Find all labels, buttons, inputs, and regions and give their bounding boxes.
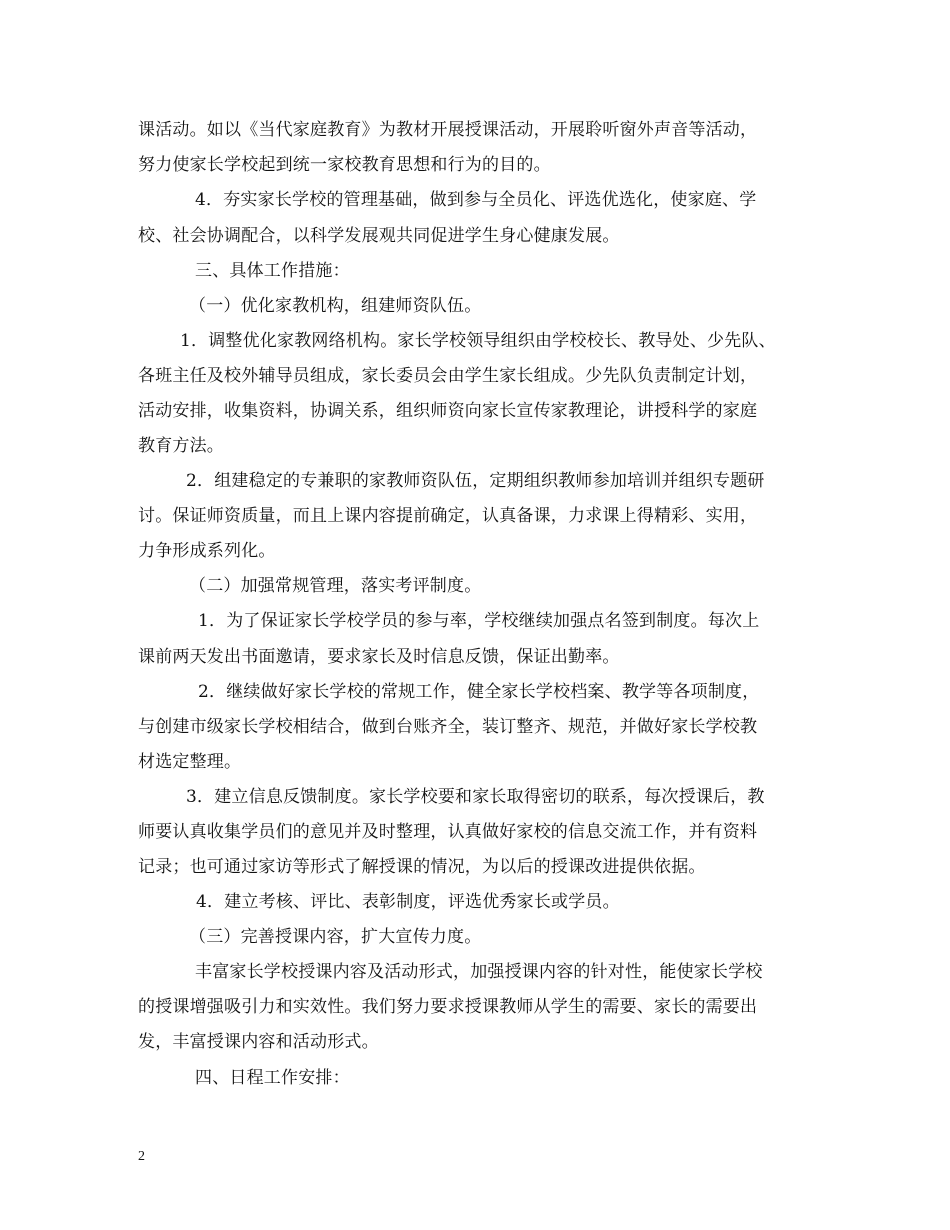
section-heading: 四、日程工作安排： — [195, 1068, 350, 1088]
text-line: 材选定整理。 — [138, 752, 242, 772]
text-line: 讨。保证师资质量，而且上课内容提前确定，认真备课，力求课上得精彩、实用， — [138, 506, 758, 526]
text-line: 2．组建稳定的专兼职的家教师资队伍，定期组织教师参加培训并组织专题研 — [186, 471, 765, 491]
text-line: 课活动。如以《当代家庭教育》为教材开展授课活动，开展聆听窗外声音等活动， — [138, 120, 758, 140]
text-line: 师要认真收集学员们的意见并及时整理，认真做好家校的信息交流工作，并有资料 — [138, 822, 758, 842]
text-line: 发，丰富授课内容和活动形式。 — [138, 1032, 379, 1052]
text-line: 的授课增强吸引力和实效性。我们努力要求授课教师从学生的需要、家长的需要出 — [138, 997, 758, 1017]
text-line: 2．继续做好家长学校的常规工作，健全家长学校档案、教学等各项制度， — [198, 682, 760, 702]
section-heading: 三、具体工作措施： — [195, 261, 350, 281]
subsection-heading: （二）加强常规管理，落实考评制度。 — [189, 576, 482, 596]
subsection-heading: （一）优化家教机构，组建师资队伍。 — [189, 296, 482, 316]
text-line: 校、社会协调配合，以科学发展观共同促进学生身心健康发展。 — [138, 226, 620, 246]
text-line: 与创建市级家长学校相结合，做到台账齐全，装订整齐、规范，并做好家长学校教 — [138, 717, 758, 737]
text-line: 教育方法。 — [138, 436, 224, 456]
page-number: 2 — [138, 1149, 145, 1164]
text-line: 记录；也可通过家访等形式了解授课的情况，为以后的授课改进提供依据。 — [138, 857, 706, 877]
subsection-heading: （三）完善授课内容，扩大宣传力度。 — [189, 927, 482, 947]
text-line: 课前两天发出书面邀请，要求家长及时信息反馈，保证出勤率。 — [138, 647, 620, 667]
text-line: 4．建立考核、评比、表彰制度，评选优秀家长或学员。 — [196, 892, 620, 912]
text-line: 各班主任及校外辅导员组成，家长委员会由学生家长组成。少先队负责制定计划， — [138, 366, 758, 386]
text-line: 4．夯实家长学校的管理基础，做到参与全员化、评选优选化，使家庭、学 — [195, 190, 757, 210]
text-line: 丰富家长学校授课内容及活动形式，加强授课内容的针对性，能使家长学校 — [195, 962, 763, 982]
text-line: 1．为了保证家长学校学员的参与率，学校继续加强点名签到制度。每次上 — [198, 611, 760, 631]
text-line: 1．调整优化家教网络机构。家长学校领导组织由学校校长、教导处、少先队、 — [180, 331, 776, 351]
text-line: 努力使家长学校起到统一家校教育思想和行为的目的。 — [138, 155, 551, 175]
text-line: 力争形成系列化。 — [138, 541, 276, 561]
text-line: 活动安排，收集资料，协调关系，组织师资向家长宣传家教理论，讲授科学的家庭 — [138, 401, 758, 421]
text-line: 3．建立信息反馈制度。家长学校要和家长取得密切的联系，每次授课后，教 — [186, 787, 765, 807]
